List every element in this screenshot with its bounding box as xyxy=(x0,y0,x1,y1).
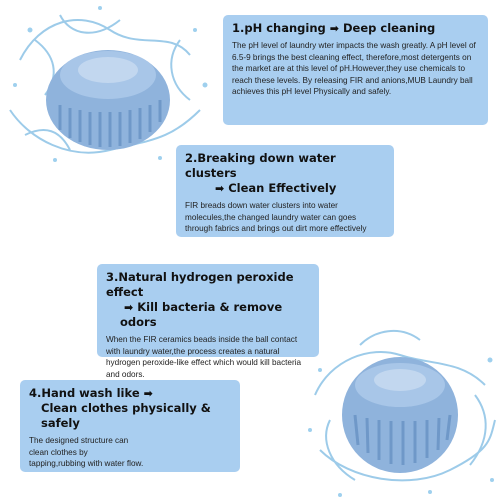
feature-card-hand-wash xyxy=(20,380,240,472)
card-body: When the FIR ceramics beads inside the ball contact with laundry water,the process creates a natural hydrogen peroxide-like effect which would kill bacteria and odors. xyxy=(106,335,302,379)
card-title xyxy=(106,270,310,330)
feature-card-ph-changing xyxy=(223,15,488,125)
card-title-secondary: Kill bacteria & remove odors xyxy=(120,300,283,329)
card-title xyxy=(29,386,231,431)
card-title xyxy=(232,21,479,36)
card-body: FIR breads down water clusters into water molecules,the changed laundry water can goes through fabrics and brings out dirt more effectively xyxy=(185,201,367,234)
right-arrow-icon: ➡ xyxy=(124,301,134,314)
right-arrow-icon: ➡ xyxy=(329,22,339,35)
feature-card-water-clusters xyxy=(176,145,394,237)
card-body: The designed structure can clean clothes by tapping,rubbing with water flow. xyxy=(29,436,144,469)
feature-card-hydrogen-peroxide xyxy=(97,264,319,379)
card-title-primary: 4.Hand wash like xyxy=(29,386,140,400)
laundry-ball-illustration-bottom xyxy=(300,300,500,500)
card-title-primary: 1.pH changing xyxy=(232,21,326,35)
laundry-ball xyxy=(342,357,458,473)
right-arrow-icon: ➡ xyxy=(215,182,225,195)
card-title-secondary: Clean clothes physically & safely xyxy=(41,401,211,430)
card-body: The pH level of laundry wter impacts the wash greatly. A pH level of 6.5-9 brings the best cleaning effect, therefore,most detergents on the market are at this level of pH.However,they use chemicals to reach these levels. By releasing FIR and anions,MUB Laundry ball achieves this pH level Physically and safely. xyxy=(232,41,476,97)
card-title-secondary: Clean Effectively xyxy=(228,181,337,195)
card-title xyxy=(185,151,385,196)
card-title-secondary: Deep cleaning xyxy=(343,21,436,35)
laundry-ball xyxy=(46,50,170,150)
card-title-primary: 3.Natural hydrogen peroxide effect xyxy=(106,270,294,299)
right-arrow-icon: ➡ xyxy=(143,387,153,400)
card-title-primary: 2.Breaking down water clusters xyxy=(185,151,336,180)
